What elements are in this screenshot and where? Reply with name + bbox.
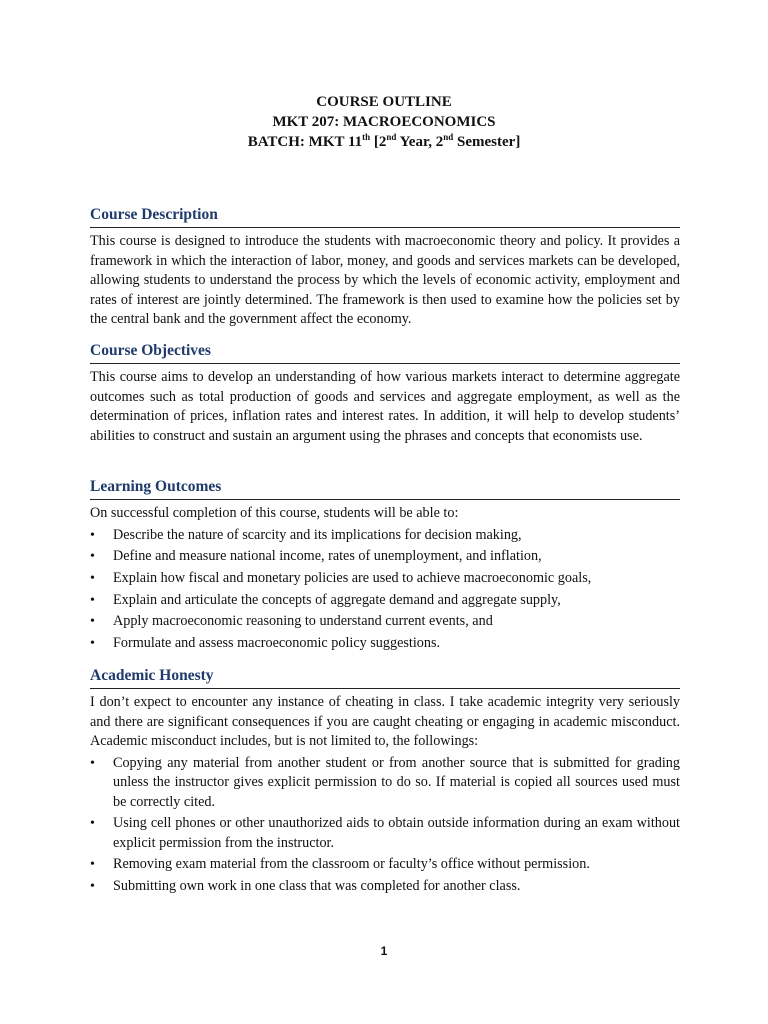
bullet: • [90, 527, 95, 543]
bullet: • [90, 592, 95, 608]
page-number: 1 [380, 944, 388, 958]
misconduct-list [90, 754, 680, 897]
section-academic-honesty [90, 667, 680, 899]
header-title: COURSE OUTLINE [316, 94, 452, 110]
section-intro: On successful completion of this course, students will be able to: [90, 505, 459, 521]
header-batch: BATCH: MKT 11th [2nd Year, 2nd Semester] [247, 132, 521, 150]
bullet: • [90, 755, 95, 771]
section-title: Learning Outcomes [90, 478, 680, 500]
bullet: • [90, 857, 95, 873]
list-item: • Explain how fiscal and monetary policies are used to achieve macroeconomic goals, [90, 569, 680, 589]
list-item: • Using cell phones or other unauthorized aids to obtain outside information during an exam without explicit permission from the instructor. [90, 815, 680, 851]
section-learning-outcomes [90, 478, 680, 656]
bullet: • [90, 570, 95, 586]
outcomes-list [90, 526, 680, 654]
section-paragraph: This course aims to develop an understanding of how various markets interact to determine aggregate outcomes such as total production of goods and services and aggregate employment, as well as the determination of prices, inflation rates and interest rates. In addition, it will help to develop students’ abilities to construct and sustain an argument using the phrases and concepts that economists use. [90, 369, 680, 444]
list-item: • Define and measure national income, rates of unemployment, and inflation, [90, 547, 680, 567]
bullet: • [90, 816, 95, 832]
list-item: • Formulate and assess macroeconomic policy suggestions. [90, 634, 680, 654]
bullet: • [90, 549, 95, 565]
list-item: • Removing exam material from the classroom or faculty’s office without permission. [90, 855, 680, 875]
section-paragraph: This course is designed to introduce the students with macroeconomic theory and policy. It provides a framework in which the interaction of labor, money, and goods and services markets can be developed, allowing students to understand the process by which the levels of economic activity, employment and rates of interest are jointly determined. The framework is then used to examine how the policies set by the central bank and the government affect the economy. [90, 233, 680, 327]
section-course-description [90, 206, 680, 330]
list-item: • Apply macroeconomic reasoning to understand current events, and [90, 612, 680, 632]
section-title: Course Description [90, 206, 680, 228]
list-item: • Copying any material from another student or from another source that is submitted for grading unless the instructor gives explicit permission to do so. If material is copied all sources used must be correctly cited. [90, 754, 680, 810]
bullet: • [90, 635, 95, 651]
list-item: • Explain and articulate the concepts of aggregate demand and aggregate supply, [90, 591, 680, 611]
section-course-objectives [90, 342, 680, 446]
bullet: • [90, 614, 95, 630]
document-header [0, 92, 768, 152]
header-course: MKT 207: MACROECONOMICS [272, 114, 496, 130]
section-paragraph: I don’t expect to encounter any instance of cheating in class. I take academic integrity very seriously and there are significant consequences if you are caught cheating or engaging in academic misconduct. Academic misconduct includes, but is not limited to, the followings: [90, 694, 680, 749]
section-title: Course Objectives [90, 342, 680, 364]
list-item: • Describe the nature of scarcity and its implications for decision making, [90, 526, 680, 546]
bullet: • [90, 879, 95, 895]
list-item: • Submitting own work in one class that was completed for another class. [90, 877, 680, 897]
section-title: Academic Honesty [90, 667, 680, 689]
